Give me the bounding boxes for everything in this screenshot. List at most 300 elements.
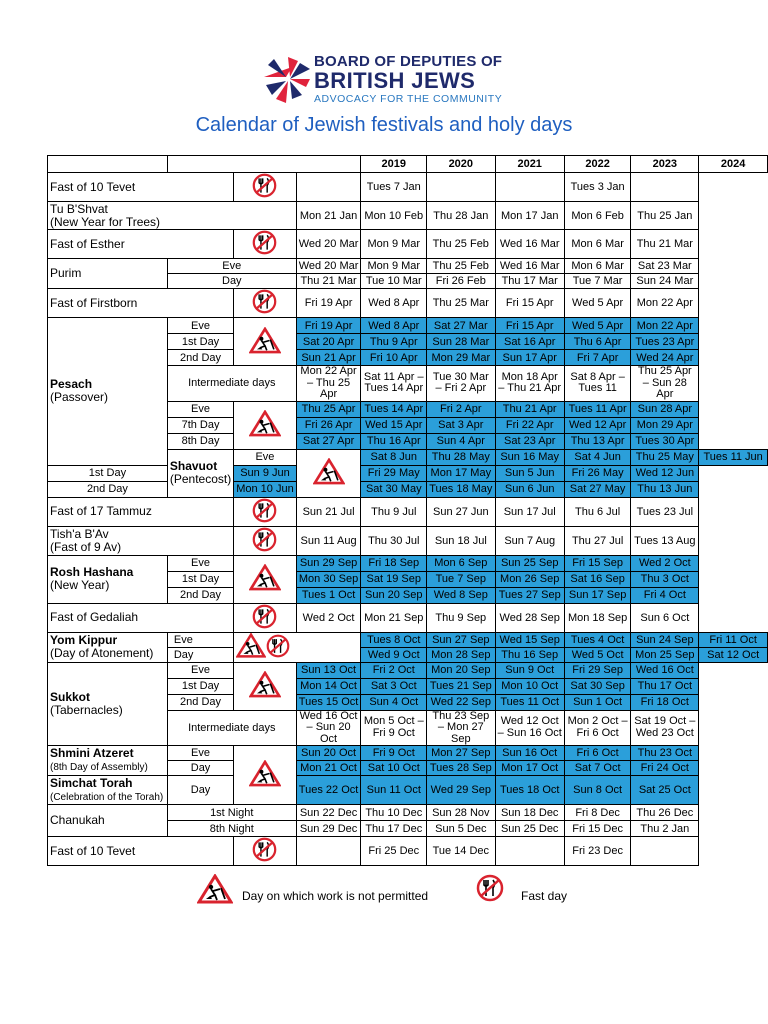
date-cell: Mon 25 Sep [631, 647, 699, 662]
date-cell: Wed 16 Oct [631, 662, 699, 678]
date-cell: Tues 11 Jun [699, 449, 768, 465]
icon-cell [234, 318, 296, 366]
year-header: 2022 [564, 156, 630, 173]
date-cell: Sat 16 Sep [564, 571, 630, 587]
festival-name [48, 555, 168, 603]
date-cell: Wed 20 Mar [296, 230, 361, 259]
festival-row [48, 555, 768, 571]
date-cell: Mon 6 Mar [564, 259, 630, 274]
date-cell: Thu 21 Apr [495, 401, 564, 417]
date-cell: Sun 17 Jul [495, 497, 564, 526]
date-cell: Thu 25 Jan [631, 202, 699, 230]
date-cell: Sun 17 Sep [564, 587, 630, 603]
sub-label: Day [167, 647, 233, 662]
festival-name [48, 202, 297, 230]
date-cell: Fri 26 Feb [427, 274, 495, 289]
date-cell: Tues 28 Sep [427, 761, 495, 776]
year-header: 2021 [495, 156, 564, 173]
date-cell: Thu 16 Sep [495, 647, 564, 662]
date-cell: Wed 28 Sep [495, 603, 564, 632]
date-cell: Mon 18 Apr – Thu 21 Apr [495, 366, 564, 402]
fast-day-sign-icon [476, 874, 504, 902]
festival-title: Fast of Firstborn [50, 295, 138, 310]
date-cell: Thu 17 Mar [495, 274, 564, 289]
sub-label: Intermediate days [167, 710, 296, 746]
festival-row [48, 318, 768, 334]
festival-name [48, 259, 168, 289]
date-cell: Sun 17 Apr [495, 350, 564, 366]
date-cell: Tue 14 Dec [427, 837, 495, 866]
sub-label: Eve [167, 259, 296, 274]
date-cell: Fri 10 Apr [361, 350, 427, 366]
date-cell: Mon 17 May [427, 465, 495, 481]
festival-name [167, 449, 233, 497]
date-cell: Sun 21 Jul [296, 497, 361, 526]
date-cell: Wed 12 Apr [564, 417, 630, 433]
date-cell: Sat 16 Apr [495, 334, 564, 350]
date-cell: Mon 17 Jan [495, 202, 564, 230]
date-cell: Sun 5 Jun [495, 465, 564, 481]
board-of-deputies-logo [262, 52, 512, 108]
date-cell: Thu 26 Dec [631, 805, 699, 821]
date-cell: Sun 16 May [495, 449, 564, 465]
date-cell: Wed 29 Sep [427, 776, 495, 805]
date-cell: Tues 1 Oct [296, 587, 361, 603]
date-cell: Tues 18 May [427, 481, 495, 497]
date-cell: Sat 4 Jun [564, 449, 630, 465]
date-cell: Fri 7 Apr [564, 350, 630, 366]
date-cell: Tues 18 Oct [495, 776, 564, 805]
sub-label: Eve [167, 555, 233, 571]
sub-label: Intermediate days [167, 366, 296, 402]
date-cell: Thu 10 Dec [361, 805, 427, 821]
festival-subtitle: (Day of Atonement) [50, 646, 154, 660]
date-cell: Sat 3 Oct [361, 678, 427, 694]
date-cell: Tues 27 Sep [495, 587, 564, 603]
date-cell: Sun 11 Aug [296, 526, 361, 555]
festival-title: Shmini Atzeret [50, 746, 134, 760]
date-cell: Tues 8 Oct [361, 632, 427, 647]
festival-row [48, 776, 768, 805]
sub-label: Eve [167, 401, 233, 417]
date-cell: Mon 30 Sep [296, 571, 361, 587]
festival-title: Tish'a B'Av [50, 526, 109, 541]
date-cell: Tues 23 Apr [631, 334, 699, 350]
date-cell [296, 173, 361, 202]
date-cell: Sat 27 Mar [427, 318, 495, 334]
union-flag-logo-icon [262, 55, 312, 105]
icon-cell [234, 746, 296, 805]
date-cell: Mon 17 Oct [495, 761, 564, 776]
sub-label: 8th Day [167, 433, 233, 449]
date-cell: Sun 29 Sep [296, 555, 361, 571]
date-cell: Mon 21 Jan [296, 202, 361, 230]
date-cell: Mon 26 Sep [495, 571, 564, 587]
date-cell: Thu 9 Jul [361, 497, 427, 526]
festival-title: Purim [50, 266, 82, 280]
festival-subtitle: (Tabernacles) [50, 702, 123, 717]
date-cell: Mon 10 Jun [234, 481, 296, 497]
festival-name [48, 318, 168, 466]
date-cell: Wed 8 Apr [361, 289, 427, 318]
date-cell: Mon 21 Oct [296, 761, 361, 776]
date-cell: Sat 10 Oct [361, 761, 427, 776]
sub-label: Eve [167, 632, 233, 647]
year-header-row [48, 156, 768, 173]
festival-subtitle: (New Year) [50, 578, 110, 592]
date-cell: Mon 9 Mar [361, 230, 427, 259]
date-cell: Mon 27 Sep [427, 746, 495, 761]
sub-label: 1st Day [167, 334, 233, 350]
date-cell: Sun 18 Jul [427, 526, 495, 555]
date-cell: Sat 7 Oct [564, 761, 630, 776]
date-cell: Wed 12 Oct – Sun 16 Oct [495, 710, 564, 746]
date-cell: Sun 13 Oct [296, 662, 361, 678]
date-cell: Sat 8 Apr – Tues 11 [564, 366, 630, 402]
date-cell: Sun 27 Sep [427, 632, 495, 647]
date-cell: Wed 15 Sep [495, 632, 564, 647]
icon-cell [234, 173, 296, 202]
date-cell: Sat 30 Sep [564, 678, 630, 694]
date-cell: Mon 5 Oct – Fri 9 Oct [361, 710, 427, 746]
date-cell: Fri 6 Oct [564, 746, 630, 761]
festival-row [48, 746, 768, 761]
date-cell: Mon 29 Mar [427, 350, 495, 366]
date-cell: Fri 26 May [564, 465, 630, 481]
festival-name [48, 805, 168, 837]
date-cell: Mon 20 Sep [427, 662, 495, 678]
date-cell: Fri 15 Apr [495, 289, 564, 318]
icon-cell [234, 526, 296, 555]
date-cell: Mon 18 Sep [564, 603, 630, 632]
date-cell: Fri 8 Dec [564, 805, 630, 821]
date-cell: Thu 17 Oct [631, 678, 699, 694]
date-cell: Tue 30 Mar – Fri 2 Apr [427, 366, 495, 402]
date-cell: Tues 14 Apr [361, 401, 427, 417]
date-cell: Sun 9 Oct [495, 662, 564, 678]
date-cell: Sat 19 Oct – Wed 23 Oct [631, 710, 699, 746]
date-cell: Fri 2 Apr [427, 401, 495, 417]
date-cell: Sun 4 Oct [361, 694, 427, 710]
date-cell: Sun 1 Oct [564, 694, 630, 710]
festival-subtitle: (Pentecost) [169, 472, 232, 486]
date-cell: Thu 23 Sep – Mon 27 Sep [427, 710, 495, 746]
festival-row [48, 632, 768, 647]
date-cell: Wed 24 Apr [631, 350, 699, 366]
date-cell: Sun 24 Mar [631, 274, 699, 289]
date-cell: Tues 11 Apr [564, 401, 630, 417]
date-cell: Fri 2 Oct [361, 662, 427, 678]
date-cell: Fri 18 Sep [361, 555, 427, 571]
sub-label: Day [167, 274, 296, 289]
date-cell: Sun 20 Sep [361, 587, 427, 603]
fast-day-icon [252, 289, 277, 314]
fast-day-icon [266, 634, 290, 658]
date-cell: Mon 2 Oct – Fri 6 Oct [564, 710, 630, 746]
date-cell: Thu 30 Jul [361, 526, 427, 555]
date-cell: Sat 3 Apr [427, 417, 495, 433]
date-cell: Sun 24 Sep [631, 632, 699, 647]
date-cell: Thu 25 Mar [427, 289, 495, 318]
festival-row [48, 173, 768, 202]
festival-subtitle: (Passover) [50, 390, 109, 405]
date-cell: Sat 27 Apr [296, 433, 361, 449]
festival-row [48, 837, 768, 866]
festival-title: Fast of Gedaliah [50, 610, 139, 624]
sub-label: 8th Night [167, 821, 296, 837]
date-cell: Thu 25 May [631, 449, 699, 465]
festival-title: Shavuot [169, 459, 218, 473]
date-cell: Fri 4 Oct [631, 587, 699, 603]
festival-title: Pesach [50, 377, 93, 392]
date-cell: Sun 5 Dec [427, 821, 495, 837]
logo-line-1: BOARD OF DEPUTIES OF [314, 53, 503, 70]
date-cell: Thu 25 Feb [427, 259, 495, 274]
date-cell: Tues 30 Apr [631, 433, 699, 449]
date-cell: Thu 13 Apr [564, 433, 630, 449]
date-cell: Mon 22 Apr [631, 318, 699, 334]
date-cell: Sat 27 May [564, 481, 630, 497]
date-cell: Mon 6 Mar [564, 230, 630, 259]
icon-cell [234, 603, 296, 632]
no-work-sign-icon [197, 874, 233, 904]
festival-row [48, 259, 768, 274]
date-cell: Sun 18 Dec [495, 805, 564, 821]
date-cell: Fri 29 Sep [564, 662, 630, 678]
date-cell: Fri 26 Apr [296, 417, 361, 433]
date-cell: Mon 14 Oct [296, 678, 361, 694]
date-cell: Sat 23 Mar [631, 259, 699, 274]
no-work-icon [313, 458, 345, 485]
festival-name [48, 632, 168, 662]
festival-title: Fast of 10 Tevet [50, 179, 136, 194]
date-cell: Thu 6 Apr [564, 334, 630, 350]
date-cell: Thu 27 Jul [564, 526, 630, 555]
date-cell: Mon 22 Apr – Thu 25 Apr [296, 366, 361, 402]
date-cell: Mon 21 Sep [361, 603, 427, 632]
date-cell [495, 173, 564, 202]
legend [0, 872, 768, 912]
icon-cell [234, 230, 296, 259]
festival-name [48, 662, 168, 746]
date-cell [495, 837, 564, 866]
date-cell: Wed 15 Apr [361, 417, 427, 433]
date-cell: Sun 25 Dec [495, 821, 564, 837]
date-cell: Wed 5 Apr [564, 289, 630, 318]
date-cell: Tues 4 Oct [564, 632, 630, 647]
date-cell: Mon 9 Mar [361, 259, 427, 274]
date-cell: Sun 22 Dec [296, 805, 361, 821]
date-cell: Thu 13 Jun [631, 481, 699, 497]
date-cell: Sat 8 Jun [361, 449, 427, 465]
festival-subtitle: (Fast of 9 Av) [50, 539, 122, 554]
festival-row [48, 481, 768, 497]
date-cell: Sun 9 Jun [234, 465, 296, 481]
date-cell: Sun 27 Jun [427, 497, 495, 526]
logo-tagline: ADVOCACY FOR THE COMMUNITY [314, 93, 503, 105]
date-cell: Wed 16 Mar [495, 230, 564, 259]
festival-row [48, 465, 768, 481]
festival-row [48, 497, 768, 526]
date-cell: Mon 10 Feb [361, 202, 427, 230]
festival-title: Chanukah [50, 813, 105, 827]
festival-row [48, 230, 768, 259]
icon-cell [234, 401, 296, 449]
festival-row [48, 662, 768, 678]
header-blank-detail [167, 156, 361, 173]
date-cell: Fri 18 Oct [631, 694, 699, 710]
date-cell: Thu 9 Apr [361, 334, 427, 350]
date-cell: Sun 29 Dec [296, 821, 361, 837]
year-header: 2019 [361, 156, 427, 173]
festival-name [48, 603, 234, 632]
date-cell: Wed 16 Mar [495, 259, 564, 274]
festival-subtitle: (New Year for Trees) [50, 214, 161, 229]
festival-subtitle: (8th Day of Assembly) [50, 762, 148, 773]
date-cell: Sat 11 Apr – Tues 14 Apr [361, 366, 427, 402]
date-cell [296, 837, 361, 866]
date-cell [427, 173, 495, 202]
date-cell: Wed 22 Sep [427, 694, 495, 710]
festival-subtitle: (Celebration of the Torah) [50, 791, 164, 803]
festival-name [48, 746, 168, 776]
date-cell: Mon 6 Sep [427, 555, 495, 571]
date-cell: Tues 15 Oct [296, 694, 361, 710]
fast-day-icon [252, 498, 277, 523]
date-cell: Fri 29 May [361, 465, 427, 481]
date-cell: Fri 11 Oct [699, 632, 768, 647]
date-cell: Fri 19 Apr [296, 318, 361, 334]
date-cell: Fri 23 Dec [564, 837, 630, 866]
date-cell: Fri 9 Oct [361, 746, 427, 761]
festival-title: Yom Kippur [50, 633, 118, 647]
date-cell: Wed 9 Oct [361, 647, 427, 662]
icon-cell [234, 837, 296, 866]
no-work-icon [236, 633, 266, 658]
date-cell: Mon 22 Apr [631, 289, 699, 318]
festival-calendar-table [47, 155, 768, 866]
festival-title: Fast of Esther [50, 236, 125, 251]
date-cell: Wed 5 Apr [564, 318, 630, 334]
sub-label: Day [167, 776, 233, 805]
festival-name [48, 230, 234, 259]
sub-label: 2nd Day [48, 481, 168, 497]
date-cell: Thu 16 Apr [361, 433, 427, 449]
sub-label: 7th Day [167, 417, 233, 433]
festival-name [48, 173, 234, 202]
date-cell: Sun 7 Aug [495, 526, 564, 555]
festival-title: Tu B'Shvat [50, 201, 108, 216]
date-cell: Sat 25 Oct [631, 776, 699, 805]
festival-title: Simchat Torah [50, 775, 133, 790]
no-work-icon [249, 410, 281, 437]
date-cell: Sun 28 Apr [631, 401, 699, 417]
date-cell: Wed 16 Oct – Sun 20 Oct [296, 710, 361, 746]
festival-name [48, 497, 234, 526]
sub-label: Eve [167, 318, 233, 334]
no-work-icon [249, 671, 281, 698]
page-title: Calendar of Jewish festivals and holy days [195, 114, 573, 136]
festival-name [48, 837, 234, 866]
date-cell: Mon 28 Sep [427, 647, 495, 662]
date-cell: Fri 15 Apr [495, 318, 564, 334]
fast-day-icon [252, 837, 277, 862]
year-header: 2020 [427, 156, 495, 173]
date-cell: Thu 6 Jul [564, 497, 630, 526]
festival-name [48, 289, 234, 318]
sub-label: Day [167, 761, 233, 776]
sub-label: 1st Day [167, 571, 233, 587]
fast-day-icon [252, 604, 277, 629]
legend-work-label: Day on which work is not permitted [242, 889, 429, 903]
date-cell: Thu 21 Mar [631, 230, 699, 259]
festival-row [48, 603, 768, 632]
date-cell: Wed 5 Oct [564, 647, 630, 662]
date-cell: Mon 29 Apr [631, 417, 699, 433]
icon-cell [234, 289, 296, 318]
date-cell: Sun 6 Jun [495, 481, 564, 497]
date-cell: Thu 21 Mar [296, 274, 361, 289]
date-cell: Fri 22 Apr [495, 417, 564, 433]
date-cell: Tues 3 Jan [564, 173, 630, 202]
festival-row [48, 289, 768, 318]
date-cell: Sun 28 Mar [427, 334, 495, 350]
festival-title: Fast of 17 Tammuz [50, 504, 152, 518]
festival-name [48, 526, 234, 555]
no-work-icon [249, 760, 281, 787]
festival-title: Rosh Hashana [50, 565, 134, 579]
date-cell: Sat 19 Sep [361, 571, 427, 587]
date-cell: Tue 10 Mar [361, 274, 427, 289]
festival-row [48, 202, 768, 230]
icon-cell [234, 662, 296, 710]
date-cell: Thu 9 Sep [427, 603, 495, 632]
sub-label: 1st Day [167, 678, 233, 694]
date-cell: Thu 3 Oct [631, 571, 699, 587]
year-header: 2023 [631, 156, 699, 173]
icon-cell [234, 497, 296, 526]
date-cell: Wed 8 Apr [361, 318, 427, 334]
sub-label: 1st Day [48, 465, 168, 481]
date-cell: Fri 15 Sep [564, 555, 630, 571]
sub-label: 1st Night [167, 805, 296, 821]
date-cell: Wed 12 Jun [631, 465, 699, 481]
no-work-icon [249, 327, 281, 354]
legend-fast-label: Fast day [521, 889, 568, 903]
date-cell: Thu 25 Feb [427, 230, 495, 259]
date-cell: Thu 28 Jan [427, 202, 495, 230]
date-cell: Tues 22 Oct [296, 776, 361, 805]
icon-cell [234, 555, 296, 603]
date-cell: Thu 17 Dec [361, 821, 427, 837]
date-cell: Sun 6 Oct [631, 603, 699, 632]
date-cell: Wed 8 Sep [427, 587, 495, 603]
date-cell: Sat 23 Apr [495, 433, 564, 449]
header-blank-festival [48, 156, 168, 173]
date-cell: Sat 30 May [361, 481, 427, 497]
festival-title: Fast of 10 Tevet [50, 843, 136, 858]
date-cell: Thu 2 Jan [631, 821, 699, 837]
date-cell [631, 837, 699, 866]
fast-day-icon [252, 230, 277, 255]
date-cell: Sun 28 Nov [427, 805, 495, 821]
date-cell: Tues 13 Aug [631, 526, 699, 555]
festival-row [48, 526, 768, 555]
date-cell: Wed 20 Mar [296, 259, 361, 274]
fast-day-icon [252, 173, 277, 198]
date-cell: Sun 4 Apr [427, 433, 495, 449]
date-cell: Fri 15 Dec [564, 821, 630, 837]
